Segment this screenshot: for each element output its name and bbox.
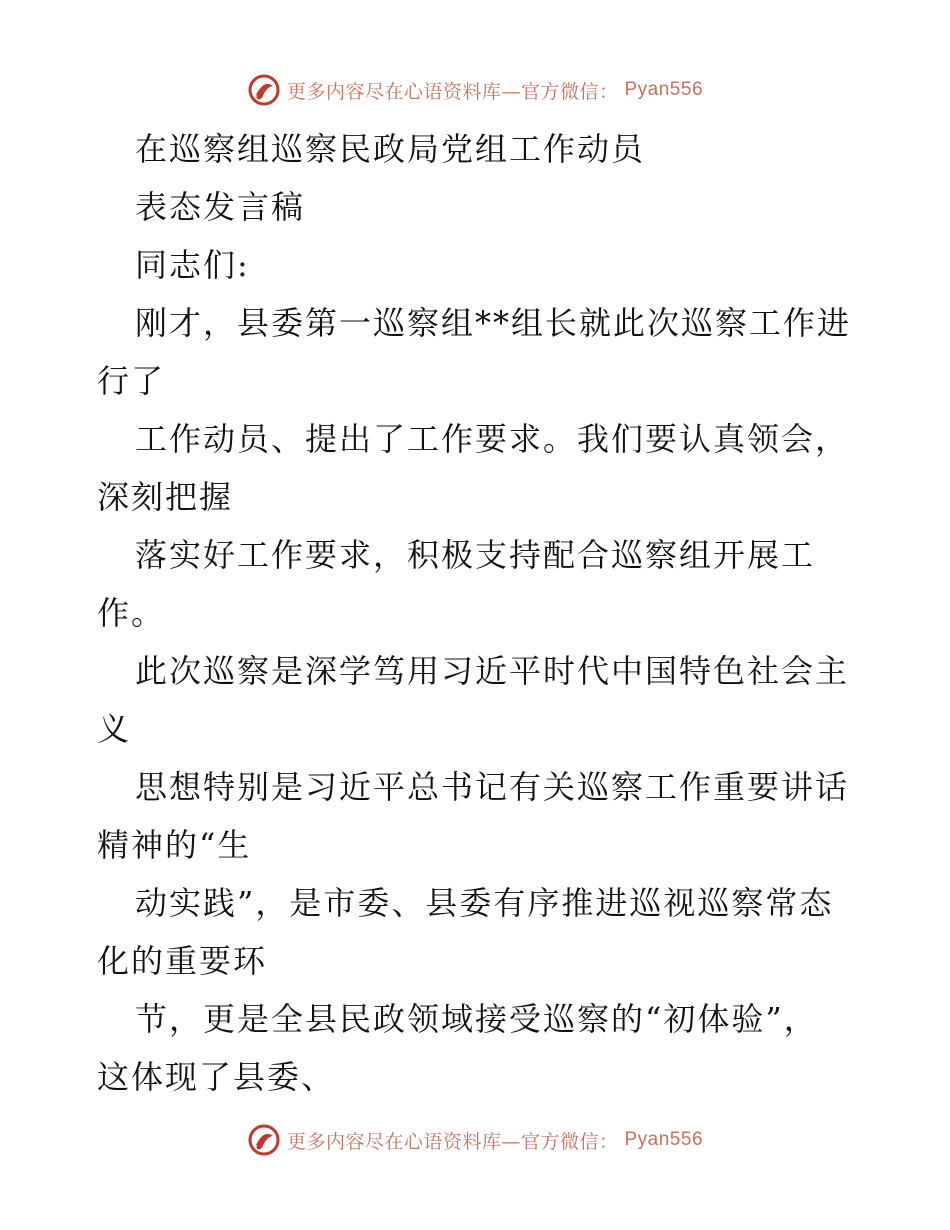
footer-watermark-banner	[0, 1120, 950, 1160]
text-line: 深刻把握	[97, 478, 234, 516]
text-line: 动实践”，是市委、县委有序推进巡视巡察常态	[135, 884, 834, 922]
document-body	[97, 120, 857, 1106]
text-line: 化的重要环	[97, 942, 268, 980]
text-line: 这体现了县委、	[97, 1058, 336, 1096]
watermark-wechat-id: Pyan556	[624, 79, 704, 100]
text-line: 刚才，县委第一巡察组**组长就此次巡察工作进	[135, 304, 852, 342]
text-line: 义	[97, 710, 132, 748]
text-line: 工作动员、提出了工作要求。我们要认真领会，	[135, 420, 850, 458]
text-line: 节，更是全县民政领域接受巡察的“初体验”，	[135, 1000, 818, 1038]
watermark-wechat-id: Pyan556	[624, 1129, 704, 1150]
text-line: 精神的“生	[97, 826, 252, 864]
red-swirl-logo-icon	[247, 73, 281, 107]
text-line: 同志们:	[135, 246, 250, 284]
text-line: 作。	[97, 594, 166, 632]
text-line: 落实好工作要求，积极支持配合巡察组开展工	[135, 536, 816, 574]
watermark-text: 更多内容尽在心语资料库—官方微信：	[286, 1130, 619, 1153]
text-line: 在巡察组巡察民政局党组工作动员	[135, 130, 646, 168]
watermark-text: 更多内容尽在心语资料库—官方微信：	[286, 80, 619, 103]
text-line: 行了	[97, 362, 166, 400]
header-watermark-banner	[0, 70, 950, 110]
red-swirl-logo-icon	[247, 1123, 281, 1157]
text-line: 思想特别是习近平总书记有关巡察工作重要讲话	[135, 768, 850, 806]
text-line: 此次巡察是深学笃用习近平时代中国特色社会主	[135, 652, 850, 690]
text-line: 表态发言稿	[135, 188, 306, 226]
